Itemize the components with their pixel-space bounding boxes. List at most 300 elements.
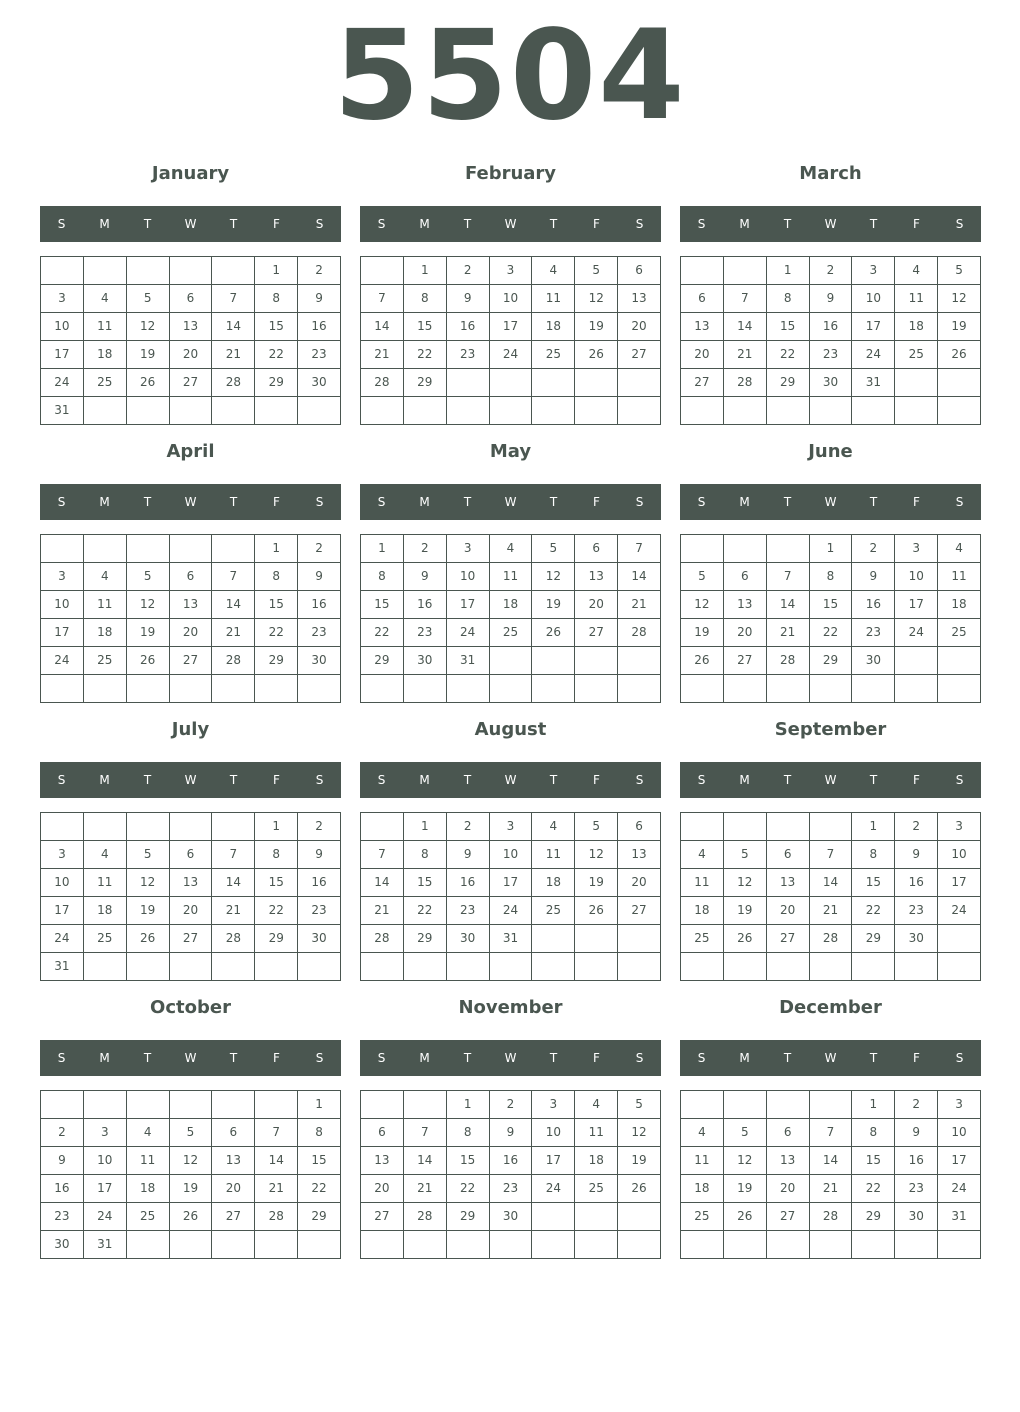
day-cell[interactable]: 5 — [127, 563, 170, 591]
day-cell[interactable]: 3 — [938, 1091, 981, 1119]
day-cell[interactable]: 24 — [852, 341, 895, 369]
day-cell[interactable]: 15 — [810, 591, 853, 619]
day-cell[interactable]: 1 — [255, 813, 298, 841]
day-cell[interactable]: 11 — [681, 869, 724, 897]
day-cell[interactable]: 29 — [852, 925, 895, 953]
day-cell[interactable]: 10 — [84, 1147, 127, 1175]
day-cell[interactable]: 29 — [298, 1203, 341, 1231]
day-cell[interactable]: 9 — [404, 563, 447, 591]
day-cell[interactable]: 9 — [895, 1119, 938, 1147]
day-cell[interactable]: 2 — [852, 535, 895, 563]
day-cell[interactable]: 14 — [724, 313, 767, 341]
day-cell[interactable]: 9 — [447, 285, 490, 313]
day-cell[interactable]: 16 — [490, 1147, 533, 1175]
day-cell[interactable]: 27 — [212, 1203, 255, 1231]
day-cell[interactable]: 16 — [298, 869, 341, 897]
day-cell[interactable]: 1 — [404, 257, 447, 285]
day-cell[interactable]: 28 — [618, 619, 661, 647]
day-cell[interactable]: 3 — [895, 535, 938, 563]
day-cell[interactable]: 4 — [938, 535, 981, 563]
day-cell[interactable]: 28 — [212, 925, 255, 953]
day-cell[interactable]: 27 — [767, 1203, 810, 1231]
day-cell[interactable]: 1 — [447, 1091, 490, 1119]
day-cell[interactable]: 24 — [895, 619, 938, 647]
day-cell[interactable]: 23 — [447, 341, 490, 369]
day-cell[interactable]: 11 — [84, 313, 127, 341]
day-cell[interactable]: 22 — [255, 341, 298, 369]
day-cell[interactable]: 5 — [681, 563, 724, 591]
day-cell[interactable]: 24 — [490, 897, 533, 925]
day-cell[interactable]: 4 — [127, 1119, 170, 1147]
day-cell[interactable]: 8 — [852, 841, 895, 869]
day-cell[interactable]: 18 — [681, 1175, 724, 1203]
day-cell[interactable]: 9 — [852, 563, 895, 591]
day-cell[interactable]: 15 — [255, 591, 298, 619]
day-cell[interactable]: 1 — [255, 535, 298, 563]
day-cell[interactable]: 23 — [298, 341, 341, 369]
day-cell[interactable]: 22 — [852, 1175, 895, 1203]
day-cell[interactable]: 6 — [618, 813, 661, 841]
day-cell[interactable]: 26 — [938, 341, 981, 369]
day-cell[interactable]: 5 — [127, 285, 170, 313]
day-cell[interactable]: 12 — [724, 869, 767, 897]
day-cell[interactable]: 12 — [938, 285, 981, 313]
day-cell[interactable]: 10 — [490, 285, 533, 313]
day-cell[interactable]: 28 — [724, 369, 767, 397]
day-cell[interactable]: 20 — [724, 619, 767, 647]
day-cell[interactable]: 13 — [170, 313, 213, 341]
day-cell[interactable]: 20 — [170, 341, 213, 369]
day-cell[interactable]: 5 — [575, 813, 618, 841]
day-cell[interactable]: 8 — [255, 841, 298, 869]
day-cell[interactable]: 27 — [767, 925, 810, 953]
day-cell[interactable]: 7 — [810, 841, 853, 869]
day-cell[interactable]: 20 — [618, 313, 661, 341]
day-cell[interactable]: 25 — [84, 925, 127, 953]
day-cell[interactable]: 11 — [490, 563, 533, 591]
day-cell[interactable]: 3 — [490, 257, 533, 285]
day-cell[interactable]: 27 — [170, 369, 213, 397]
day-cell[interactable]: 24 — [938, 897, 981, 925]
day-cell[interactable]: 23 — [41, 1203, 84, 1231]
day-cell[interactable]: 6 — [170, 285, 213, 313]
day-cell[interactable]: 8 — [298, 1119, 341, 1147]
day-cell[interactable]: 17 — [490, 869, 533, 897]
day-cell[interactable]: 28 — [810, 1203, 853, 1231]
day-cell[interactable]: 25 — [575, 1175, 618, 1203]
day-cell[interactable]: 13 — [618, 285, 661, 313]
day-cell[interactable]: 10 — [852, 285, 895, 313]
day-cell[interactable]: 30 — [895, 925, 938, 953]
day-cell[interactable]: 8 — [404, 285, 447, 313]
day-cell[interactable]: 22 — [767, 341, 810, 369]
day-cell[interactable]: 12 — [724, 1147, 767, 1175]
day-cell[interactable]: 15 — [852, 869, 895, 897]
day-cell[interactable]: 16 — [298, 591, 341, 619]
day-cell[interactable]: 14 — [212, 591, 255, 619]
day-cell[interactable]: 29 — [361, 647, 404, 675]
day-cell[interactable]: 12 — [127, 591, 170, 619]
day-cell[interactable]: 26 — [618, 1175, 661, 1203]
day-cell[interactable]: 23 — [404, 619, 447, 647]
day-cell[interactable]: 19 — [724, 897, 767, 925]
day-cell[interactable]: 30 — [298, 925, 341, 953]
day-cell[interactable]: 26 — [127, 925, 170, 953]
day-cell[interactable]: 25 — [532, 897, 575, 925]
day-cell[interactable]: 12 — [681, 591, 724, 619]
day-cell[interactable]: 1 — [852, 1091, 895, 1119]
day-cell[interactable]: 18 — [84, 897, 127, 925]
day-cell[interactable]: 19 — [575, 313, 618, 341]
day-cell[interactable]: 19 — [575, 869, 618, 897]
day-cell[interactable]: 11 — [127, 1147, 170, 1175]
day-cell[interactable]: 28 — [404, 1203, 447, 1231]
day-cell[interactable]: 22 — [255, 619, 298, 647]
day-cell[interactable]: 8 — [361, 563, 404, 591]
day-cell[interactable]: 19 — [532, 591, 575, 619]
day-cell[interactable]: 23 — [298, 897, 341, 925]
day-cell[interactable]: 19 — [681, 619, 724, 647]
day-cell[interactable]: 18 — [490, 591, 533, 619]
day-cell[interactable]: 23 — [810, 341, 853, 369]
day-cell[interactable]: 11 — [575, 1119, 618, 1147]
day-cell[interactable]: 14 — [212, 313, 255, 341]
day-cell[interactable]: 2 — [404, 535, 447, 563]
day-cell[interactable]: 9 — [447, 841, 490, 869]
day-cell[interactable]: 18 — [84, 341, 127, 369]
day-cell[interactable]: 29 — [255, 925, 298, 953]
day-cell[interactable]: 20 — [170, 619, 213, 647]
day-cell[interactable]: 28 — [212, 647, 255, 675]
day-cell[interactable]: 19 — [127, 619, 170, 647]
day-cell[interactable]: 20 — [767, 897, 810, 925]
day-cell[interactable]: 5 — [938, 257, 981, 285]
day-cell[interactable]: 31 — [852, 369, 895, 397]
day-cell[interactable]: 15 — [255, 869, 298, 897]
day-cell[interactable]: 7 — [255, 1119, 298, 1147]
day-cell[interactable]: 3 — [447, 535, 490, 563]
day-cell[interactable]: 17 — [41, 897, 84, 925]
day-cell[interactable]: 17 — [84, 1175, 127, 1203]
day-cell[interactable]: 16 — [810, 313, 853, 341]
day-cell[interactable]: 13 — [681, 313, 724, 341]
day-cell[interactable]: 12 — [575, 841, 618, 869]
day-cell[interactable]: 21 — [767, 619, 810, 647]
day-cell[interactable]: 24 — [41, 925, 84, 953]
day-cell[interactable]: 3 — [532, 1091, 575, 1119]
day-cell[interactable]: 2 — [298, 535, 341, 563]
day-cell[interactable]: 6 — [170, 841, 213, 869]
day-cell[interactable]: 30 — [298, 647, 341, 675]
day-cell[interactable]: 28 — [767, 647, 810, 675]
day-cell[interactable]: 13 — [212, 1147, 255, 1175]
day-cell[interactable]: 30 — [810, 369, 853, 397]
day-cell[interactable]: 6 — [361, 1119, 404, 1147]
day-cell[interactable]: 6 — [681, 285, 724, 313]
day-cell[interactable]: 26 — [127, 647, 170, 675]
day-cell[interactable]: 5 — [127, 841, 170, 869]
day-cell[interactable]: 10 — [41, 869, 84, 897]
day-cell[interactable]: 8 — [255, 563, 298, 591]
day-cell[interactable]: 13 — [767, 1147, 810, 1175]
day-cell[interactable]: 27 — [170, 925, 213, 953]
day-cell[interactable]: 15 — [255, 313, 298, 341]
day-cell[interactable]: 2 — [447, 257, 490, 285]
day-cell[interactable]: 22 — [298, 1175, 341, 1203]
day-cell[interactable]: 27 — [618, 341, 661, 369]
day-cell[interactable]: 21 — [361, 897, 404, 925]
day-cell[interactable]: 25 — [895, 341, 938, 369]
day-cell[interactable]: 14 — [767, 591, 810, 619]
day-cell[interactable]: 13 — [361, 1147, 404, 1175]
day-cell[interactable]: 9 — [298, 563, 341, 591]
day-cell[interactable]: 13 — [575, 563, 618, 591]
day-cell[interactable]: 21 — [212, 341, 255, 369]
day-cell[interactable]: 26 — [724, 925, 767, 953]
day-cell[interactable]: 17 — [41, 341, 84, 369]
day-cell[interactable]: 7 — [361, 285, 404, 313]
day-cell[interactable]: 3 — [490, 813, 533, 841]
day-cell[interactable]: 29 — [404, 925, 447, 953]
day-cell[interactable]: 17 — [938, 869, 981, 897]
day-cell[interactable]: 18 — [938, 591, 981, 619]
day-cell[interactable]: 25 — [938, 619, 981, 647]
day-cell[interactable]: 31 — [41, 953, 84, 981]
day-cell[interactable]: 2 — [895, 813, 938, 841]
day-cell[interactable]: 19 — [127, 897, 170, 925]
day-cell[interactable]: 29 — [255, 647, 298, 675]
day-cell[interactable]: 18 — [532, 869, 575, 897]
day-cell[interactable]: 11 — [84, 591, 127, 619]
day-cell[interactable]: 14 — [618, 563, 661, 591]
day-cell[interactable]: 23 — [895, 897, 938, 925]
day-cell[interactable]: 25 — [84, 369, 127, 397]
day-cell[interactable]: 30 — [298, 369, 341, 397]
day-cell[interactable]: 26 — [724, 1203, 767, 1231]
day-cell[interactable]: 16 — [895, 1147, 938, 1175]
day-cell[interactable]: 6 — [170, 563, 213, 591]
day-cell[interactable]: 24 — [447, 619, 490, 647]
day-cell[interactable]: 16 — [447, 313, 490, 341]
day-cell[interactable]: 30 — [41, 1231, 84, 1259]
day-cell[interactable]: 26 — [170, 1203, 213, 1231]
day-cell[interactable]: 24 — [532, 1175, 575, 1203]
day-cell[interactable]: 17 — [532, 1147, 575, 1175]
day-cell[interactable]: 3 — [84, 1119, 127, 1147]
day-cell[interactable]: 6 — [724, 563, 767, 591]
day-cell[interactable]: 6 — [767, 841, 810, 869]
day-cell[interactable]: 14 — [361, 313, 404, 341]
day-cell[interactable]: 27 — [618, 897, 661, 925]
day-cell[interactable]: 21 — [212, 619, 255, 647]
day-cell[interactable]: 26 — [532, 619, 575, 647]
day-cell[interactable]: 6 — [575, 535, 618, 563]
day-cell[interactable]: 14 — [361, 869, 404, 897]
day-cell[interactable]: 4 — [532, 813, 575, 841]
day-cell[interactable]: 16 — [852, 591, 895, 619]
day-cell[interactable]: 19 — [127, 341, 170, 369]
day-cell[interactable]: 18 — [681, 897, 724, 925]
day-cell[interactable]: 22 — [447, 1175, 490, 1203]
day-cell[interactable]: 24 — [938, 1175, 981, 1203]
day-cell[interactable]: 31 — [84, 1231, 127, 1259]
day-cell[interactable]: 1 — [404, 813, 447, 841]
day-cell[interactable]: 23 — [447, 897, 490, 925]
day-cell[interactable]: 20 — [212, 1175, 255, 1203]
day-cell[interactable]: 7 — [212, 285, 255, 313]
day-cell[interactable]: 6 — [618, 257, 661, 285]
day-cell[interactable]: 21 — [255, 1175, 298, 1203]
day-cell[interactable]: 16 — [895, 869, 938, 897]
day-cell[interactable]: 2 — [810, 257, 853, 285]
day-cell[interactable]: 4 — [532, 257, 575, 285]
day-cell[interactable]: 21 — [810, 897, 853, 925]
day-cell[interactable]: 13 — [618, 841, 661, 869]
day-cell[interactable]: 28 — [361, 369, 404, 397]
day-cell[interactable]: 23 — [298, 619, 341, 647]
day-cell[interactable]: 24 — [41, 369, 84, 397]
day-cell[interactable]: 3 — [852, 257, 895, 285]
day-cell[interactable]: 4 — [84, 563, 127, 591]
day-cell[interactable]: 4 — [84, 841, 127, 869]
day-cell[interactable]: 6 — [212, 1119, 255, 1147]
day-cell[interactable]: 10 — [490, 841, 533, 869]
day-cell[interactable]: 31 — [447, 647, 490, 675]
day-cell[interactable]: 9 — [298, 285, 341, 313]
day-cell[interactable]: 23 — [490, 1175, 533, 1203]
day-cell[interactable]: 28 — [255, 1203, 298, 1231]
day-cell[interactable]: 2 — [298, 257, 341, 285]
day-cell[interactable]: 7 — [361, 841, 404, 869]
day-cell[interactable]: 25 — [681, 925, 724, 953]
day-cell[interactable]: 21 — [724, 341, 767, 369]
day-cell[interactable]: 7 — [404, 1119, 447, 1147]
day-cell[interactable]: 9 — [298, 841, 341, 869]
day-cell[interactable]: 7 — [724, 285, 767, 313]
day-cell[interactable]: 6 — [767, 1119, 810, 1147]
day-cell[interactable]: 9 — [41, 1147, 84, 1175]
day-cell[interactable]: 15 — [767, 313, 810, 341]
day-cell[interactable]: 13 — [767, 869, 810, 897]
day-cell[interactable]: 26 — [127, 369, 170, 397]
day-cell[interactable]: 27 — [681, 369, 724, 397]
day-cell[interactable]: 1 — [810, 535, 853, 563]
day-cell[interactable]: 27 — [724, 647, 767, 675]
day-cell[interactable]: 9 — [810, 285, 853, 313]
day-cell[interactable]: 17 — [852, 313, 895, 341]
day-cell[interactable]: 2 — [447, 813, 490, 841]
day-cell[interactable]: 25 — [84, 647, 127, 675]
day-cell[interactable]: 24 — [84, 1203, 127, 1231]
day-cell[interactable]: 22 — [404, 341, 447, 369]
day-cell[interactable]: 23 — [895, 1175, 938, 1203]
day-cell[interactable]: 11 — [938, 563, 981, 591]
day-cell[interactable]: 10 — [41, 591, 84, 619]
day-cell[interactable]: 14 — [212, 869, 255, 897]
day-cell[interactable]: 12 — [532, 563, 575, 591]
day-cell[interactable]: 11 — [895, 285, 938, 313]
day-cell[interactable]: 28 — [212, 369, 255, 397]
day-cell[interactable]: 29 — [255, 369, 298, 397]
day-cell[interactable]: 28 — [361, 925, 404, 953]
day-cell[interactable]: 2 — [41, 1119, 84, 1147]
day-cell[interactable]: 11 — [681, 1147, 724, 1175]
day-cell[interactable]: 24 — [490, 341, 533, 369]
day-cell[interactable]: 18 — [84, 619, 127, 647]
day-cell[interactable]: 29 — [852, 1203, 895, 1231]
day-cell[interactable]: 15 — [298, 1147, 341, 1175]
day-cell[interactable]: 27 — [575, 619, 618, 647]
day-cell[interactable]: 12 — [127, 869, 170, 897]
day-cell[interactable]: 10 — [447, 563, 490, 591]
day-cell[interactable]: 24 — [41, 647, 84, 675]
day-cell[interactable]: 20 — [681, 341, 724, 369]
day-cell[interactable]: 4 — [84, 285, 127, 313]
day-cell[interactable]: 16 — [41, 1175, 84, 1203]
day-cell[interactable]: 21 — [361, 341, 404, 369]
day-cell[interactable]: 17 — [447, 591, 490, 619]
day-cell[interactable]: 21 — [810, 1175, 853, 1203]
day-cell[interactable]: 26 — [681, 647, 724, 675]
day-cell[interactable]: 19 — [724, 1175, 767, 1203]
day-cell[interactable]: 14 — [810, 1147, 853, 1175]
day-cell[interactable]: 19 — [618, 1147, 661, 1175]
day-cell[interactable]: 7 — [767, 563, 810, 591]
day-cell[interactable]: 13 — [170, 591, 213, 619]
day-cell[interactable]: 16 — [447, 869, 490, 897]
day-cell[interactable]: 2 — [895, 1091, 938, 1119]
day-cell[interactable]: 25 — [681, 1203, 724, 1231]
day-cell[interactable]: 8 — [810, 563, 853, 591]
day-cell[interactable]: 26 — [575, 341, 618, 369]
day-cell[interactable]: 22 — [404, 897, 447, 925]
day-cell[interactable]: 23 — [852, 619, 895, 647]
day-cell[interactable]: 8 — [852, 1119, 895, 1147]
day-cell[interactable]: 20 — [767, 1175, 810, 1203]
day-cell[interactable]: 25 — [532, 341, 575, 369]
day-cell[interactable]: 18 — [575, 1147, 618, 1175]
day-cell[interactable]: 26 — [575, 897, 618, 925]
day-cell[interactable]: 28 — [810, 925, 853, 953]
day-cell[interactable]: 2 — [298, 813, 341, 841]
day-cell[interactable]: 10 — [938, 841, 981, 869]
day-cell[interactable]: 12 — [170, 1147, 213, 1175]
day-cell[interactable]: 14 — [810, 869, 853, 897]
day-cell[interactable]: 4 — [895, 257, 938, 285]
day-cell[interactable]: 20 — [618, 869, 661, 897]
day-cell[interactable]: 29 — [447, 1203, 490, 1231]
day-cell[interactable]: 17 — [938, 1147, 981, 1175]
day-cell[interactable]: 4 — [575, 1091, 618, 1119]
day-cell[interactable]: 13 — [724, 591, 767, 619]
day-cell[interactable]: 8 — [404, 841, 447, 869]
day-cell[interactable]: 12 — [127, 313, 170, 341]
day-cell[interactable]: 10 — [41, 313, 84, 341]
day-cell[interactable]: 20 — [170, 897, 213, 925]
day-cell[interactable]: 16 — [404, 591, 447, 619]
day-cell[interactable]: 16 — [298, 313, 341, 341]
day-cell[interactable]: 19 — [170, 1175, 213, 1203]
day-cell[interactable]: 15 — [852, 1147, 895, 1175]
day-cell[interactable]: 3 — [938, 813, 981, 841]
day-cell[interactable]: 30 — [404, 647, 447, 675]
day-cell[interactable]: 29 — [767, 369, 810, 397]
day-cell[interactable]: 13 — [170, 869, 213, 897]
day-cell[interactable]: 12 — [618, 1119, 661, 1147]
day-cell[interactable]: 1 — [361, 535, 404, 563]
day-cell[interactable]: 15 — [404, 313, 447, 341]
day-cell[interactable]: 20 — [361, 1175, 404, 1203]
